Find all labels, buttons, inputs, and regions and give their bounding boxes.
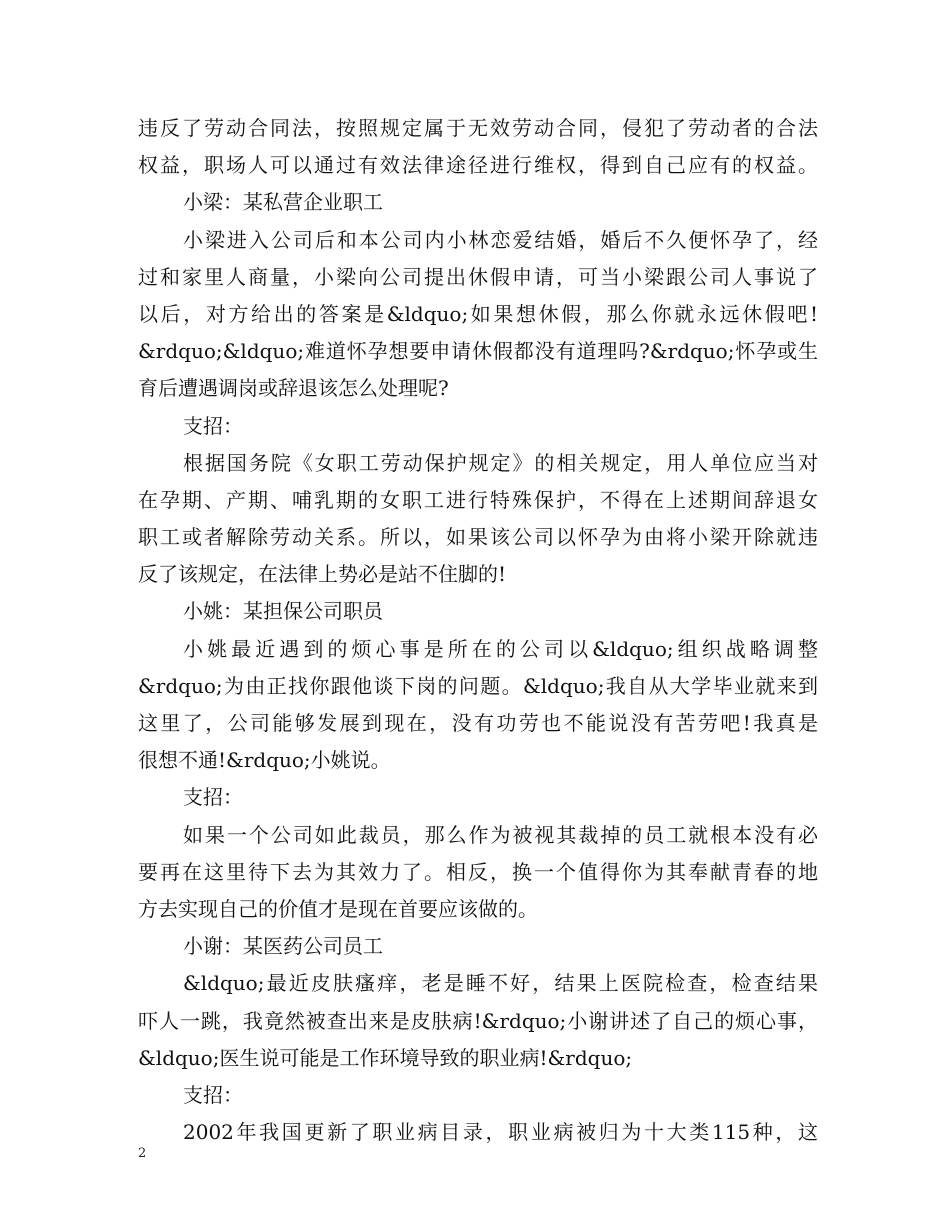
text-line: 权益，职场人可以通过有效法律途径进行维权，得到自己应有的权益。 xyxy=(138,153,818,178)
text-line: 职工或者解除劳动关系。所以，如果该公司以怀孕为由将小梁开除就违 xyxy=(138,525,818,550)
text-line: 小梁进入公司后和本公司内小林恋爱结婚，婚后不久便怀孕了，经 xyxy=(183,227,818,252)
text-line: 在孕期、产期、哺乳期的女职工进行特殊保护，不得在上述期间辞退女 xyxy=(138,487,818,512)
text-line: 反了该规定，在法律上势必是站不住脚的! xyxy=(138,562,507,587)
text-line: 如果一个公司如此裁员，那么作为被视其裁掉的员工就根本没有必 xyxy=(183,822,818,847)
text-line: 育后遭遇调岗或辞退该怎么处理呢? xyxy=(138,376,449,401)
text-line: 很想不通!&rdquo;小姚说。 xyxy=(138,748,391,773)
text-line: &ldquo;医生说可能是工作环境导致的职业病!&rdquo; xyxy=(138,1045,633,1070)
section-heading: 小梁：某私营企业职工 xyxy=(183,190,383,215)
text-line: 2002年我国更新了职业病目录，职业病被归为十大类115种，这 xyxy=(183,1120,818,1145)
text-line: 过和家里人商量，小梁向公司提出休假申请，可当小梁跟公司人事说了 xyxy=(138,264,818,289)
text-line: 违反了劳动合同法，按照规定属于无效劳动合同，侵犯了劳动者的合法 xyxy=(138,116,818,140)
text-line: 要再在这里待下去为其效力了。相反，换一个值得你为其奉献青春的地 xyxy=(138,859,818,884)
page-number: 2 xyxy=(138,1146,147,1161)
section-heading: 支招： xyxy=(183,1082,243,1107)
text-line: 吓人一跳，我竟然被查出来是皮肤病!&rdquo;小谢讲述了自己的烦心事， xyxy=(138,1008,818,1033)
document-body xyxy=(138,110,818,1151)
text-line: 以后，对方给出的答案是&ldquo;如果想休假，那么你就永远休假吧! xyxy=(138,301,818,326)
section-heading: 支招： xyxy=(183,785,243,810)
text-line: 根据国务院《女职工劳动保护规定》的相关规定，用人单位应当对 xyxy=(183,450,818,475)
text-line: 这里了，公司能够发展到现在，没有功劳也不能说没有苦劳吧!我真是 xyxy=(138,711,818,735)
text-line: 小姚最近遇到的烦心事是所在的公司以&ldquo;组织战略调整 xyxy=(183,636,818,661)
section-heading: 支招： xyxy=(183,413,243,438)
text-line: &rdquo;&ldquo;难道怀孕想要申请休假都没有道理吗?&rdquo;怀孕或生 xyxy=(138,339,818,364)
text-line: 方去实现自己的价值才是现在首要应该做的。 xyxy=(138,896,538,921)
text-line: &rdquo;为由正找你跟他谈下岗的问题。&ldquo;我自从大学毕业就来到 xyxy=(138,673,818,698)
section-heading: 小姚：某担保公司职员 xyxy=(183,599,383,624)
text-line: &ldquo;最近皮肤瘙痒，老是睡不好，结果上医院检查，检查结果 xyxy=(183,971,818,996)
section-heading: 小谢：某医药公司员工 xyxy=(183,934,383,959)
